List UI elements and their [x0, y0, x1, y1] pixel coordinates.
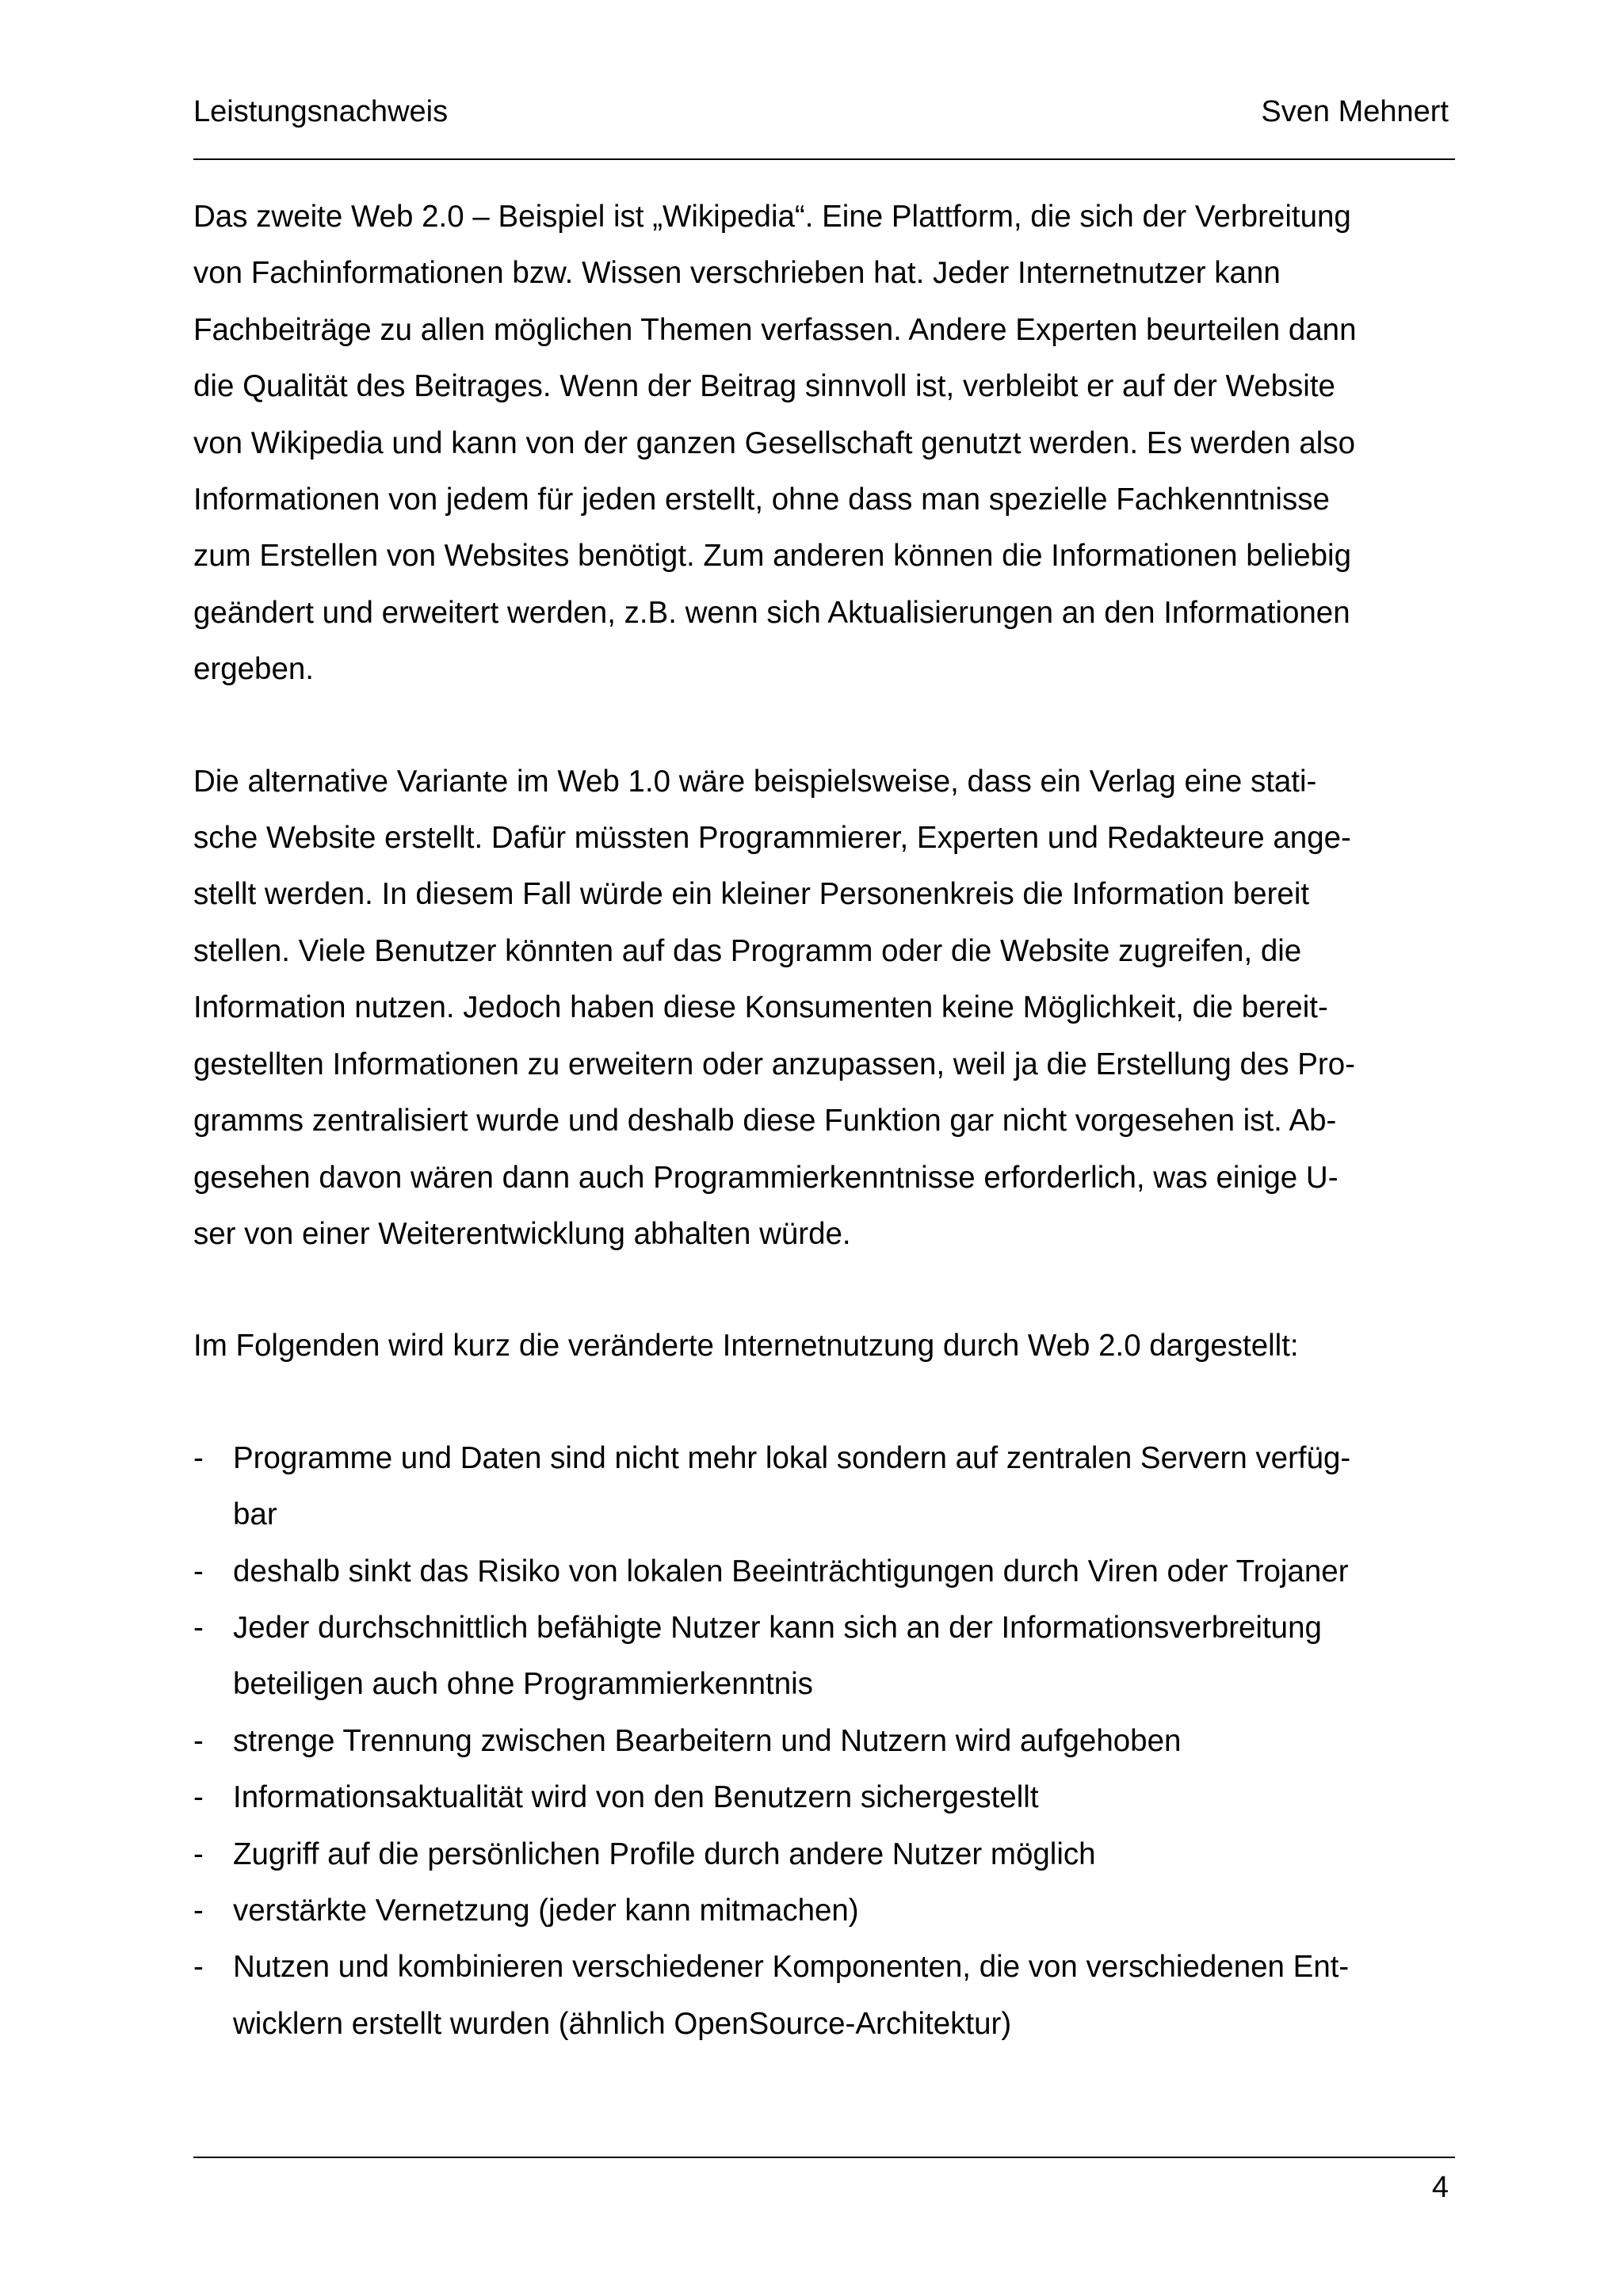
- page-body: [193, 189, 1461, 2052]
- paragraph-wikipedia-example: [193, 189, 1461, 698]
- paragraph-line: gramms zentralisiert wurde und deshalb diese Funktion gar nicht vorgesehen ist. Ab-: [193, 1104, 1337, 1138]
- list-item-line: wicklern erstellt wurden (ähnlich OpenSource-Architektur): [233, 2006, 1012, 2041]
- dash-icon: -: [193, 1950, 204, 1985]
- paragraph-line: Die alternative Variante im Web 1.0 wäre beispielsweise, dass ein Verlag eine stati-: [193, 764, 1317, 799]
- list-item-line: deshalb sinkt das Risiko von lokalen Beeinträchtigungen durch Viren oder Trojaner: [233, 1554, 1349, 1589]
- page-footer: [193, 2157, 1455, 2204]
- list-item-line: bar: [233, 1497, 277, 1532]
- header-author: Sven Mehnert: [1261, 95, 1449, 128]
- paragraph-line: Informationen von jedem für jeden erstellt, ohne dass man spezielle Fachkenntnisse: [193, 482, 1330, 517]
- page-header: [193, 87, 1455, 160]
- dash-icon: -: [193, 1610, 204, 1645]
- dash-icon: -: [193, 1893, 204, 1928]
- paragraph-line: stellen. Viele Benutzer könnten auf das Programm oder die Website zugreifen, die: [193, 933, 1302, 968]
- paragraph-line: von Fachinformationen bzw. Wissen verschrieben hat. Jeder Internetnutzer kann: [193, 256, 1281, 291]
- header-document-title: Leistungsnachweis: [193, 95, 449, 128]
- list-item-line: Nutzen und kombinieren verschiedener Komponenten, die von verschiedenen Ent-: [233, 1950, 1350, 1985]
- paragraph-line: ser von einer Weiterentwicklung abhalten würde.: [193, 1216, 851, 1251]
- list-item: [193, 1600, 1461, 1713]
- list-intro: Im Folgenden wird kurz die veränderte Internetnutzung durch Web 2.0 dargestellt:: [193, 1329, 1299, 1363]
- list-item-line: strenge Trennung zwischen Bearbeitern und Nutzern wird aufgehoben: [233, 1723, 1182, 1758]
- paragraph-line: Information nutzen. Jedoch haben diese Konsumenten keine Möglichkeit, die bereit-: [193, 990, 1328, 1025]
- dash-icon: -: [193, 1836, 204, 1871]
- dash-icon: -: [193, 1723, 204, 1758]
- dash-icon: -: [193, 1554, 204, 1589]
- paragraph-line: sche Website erstellt. Dafür müssten Programmierer, Experten und Redakteure ange-: [193, 821, 1351, 856]
- list-item-line: beteiligen auch ohne Programmierkenntnis: [233, 1667, 813, 1702]
- list-item-line: verstärkte Vernetzung (jeder kann mitmachen): [233, 1893, 859, 1928]
- web20-changes-list: [193, 1430, 1461, 2052]
- paragraph-line: zum Erstellen von Websites benötigt. Zum anderen können die Informationen beliebig: [193, 539, 1352, 574]
- list-item: [193, 1882, 1461, 1939]
- list-item: [193, 1939, 1461, 2052]
- paragraph-line: gestellten Informationen zu erweitern oder anzupassen, weil ja die Erstellung des Pro-: [193, 1047, 1355, 1081]
- paragraph-line: geändert und erweitert werden, z.B. wenn sich Aktualisierungen an den Informationen: [193, 595, 1350, 630]
- list-item-line: Zugriff auf die persönlichen Profile durch andere Nutzer möglich: [233, 1836, 1096, 1871]
- paragraph-line: gesehen davon wären dann auch Programmierkenntnisse erforderlich, was einige U-: [193, 1160, 1338, 1195]
- paragraph-line: von Wikipedia und kann von der ganzen Gesellschaft genutzt werden. Es werden also: [193, 425, 1356, 460]
- paragraph-line: Das zweite Web 2.0 – Beispiel ist „Wikipedia“. Eine Plattform, die sich der Verbreitung: [193, 200, 1351, 234]
- paragraph-line: stellt werden. In diesem Fall würde ein kleiner Personenkreis die Information bereit: [193, 877, 1310, 912]
- list-item: [193, 1430, 1461, 1543]
- list-item-line: Informationsaktualität wird von den Benutzern sichergestellt: [233, 1780, 1039, 1815]
- list-item: [193, 1543, 1461, 1600]
- paragraph-web10-alternative: [193, 753, 1461, 1263]
- list-item-line: Jeder durchschnittlich befähigte Nutzer kann sich an der Informationsverbreitung: [233, 1610, 1322, 1645]
- dash-icon: -: [193, 1440, 204, 1475]
- list-item: [193, 1826, 1461, 1882]
- paragraph-line: Fachbeiträge zu allen möglichen Themen verfassen. Andere Experten beurteilen dann: [193, 312, 1357, 347]
- paragraph-line: die Qualität des Beitrages. Wenn der Beitrag sinnvoll ist, verbleibt er auf der Website: [193, 369, 1335, 404]
- page-number: 4: [1431, 2171, 1449, 2204]
- dash-icon: -: [193, 1780, 204, 1815]
- paragraph-line: ergeben.: [193, 652, 314, 687]
- list-item: [193, 1769, 1461, 1825]
- list-item: [193, 1713, 1461, 1769]
- list-item-line: Programme und Daten sind nicht mehr lokal sondern auf zentralen Servern verfüg-: [233, 1440, 1351, 1475]
